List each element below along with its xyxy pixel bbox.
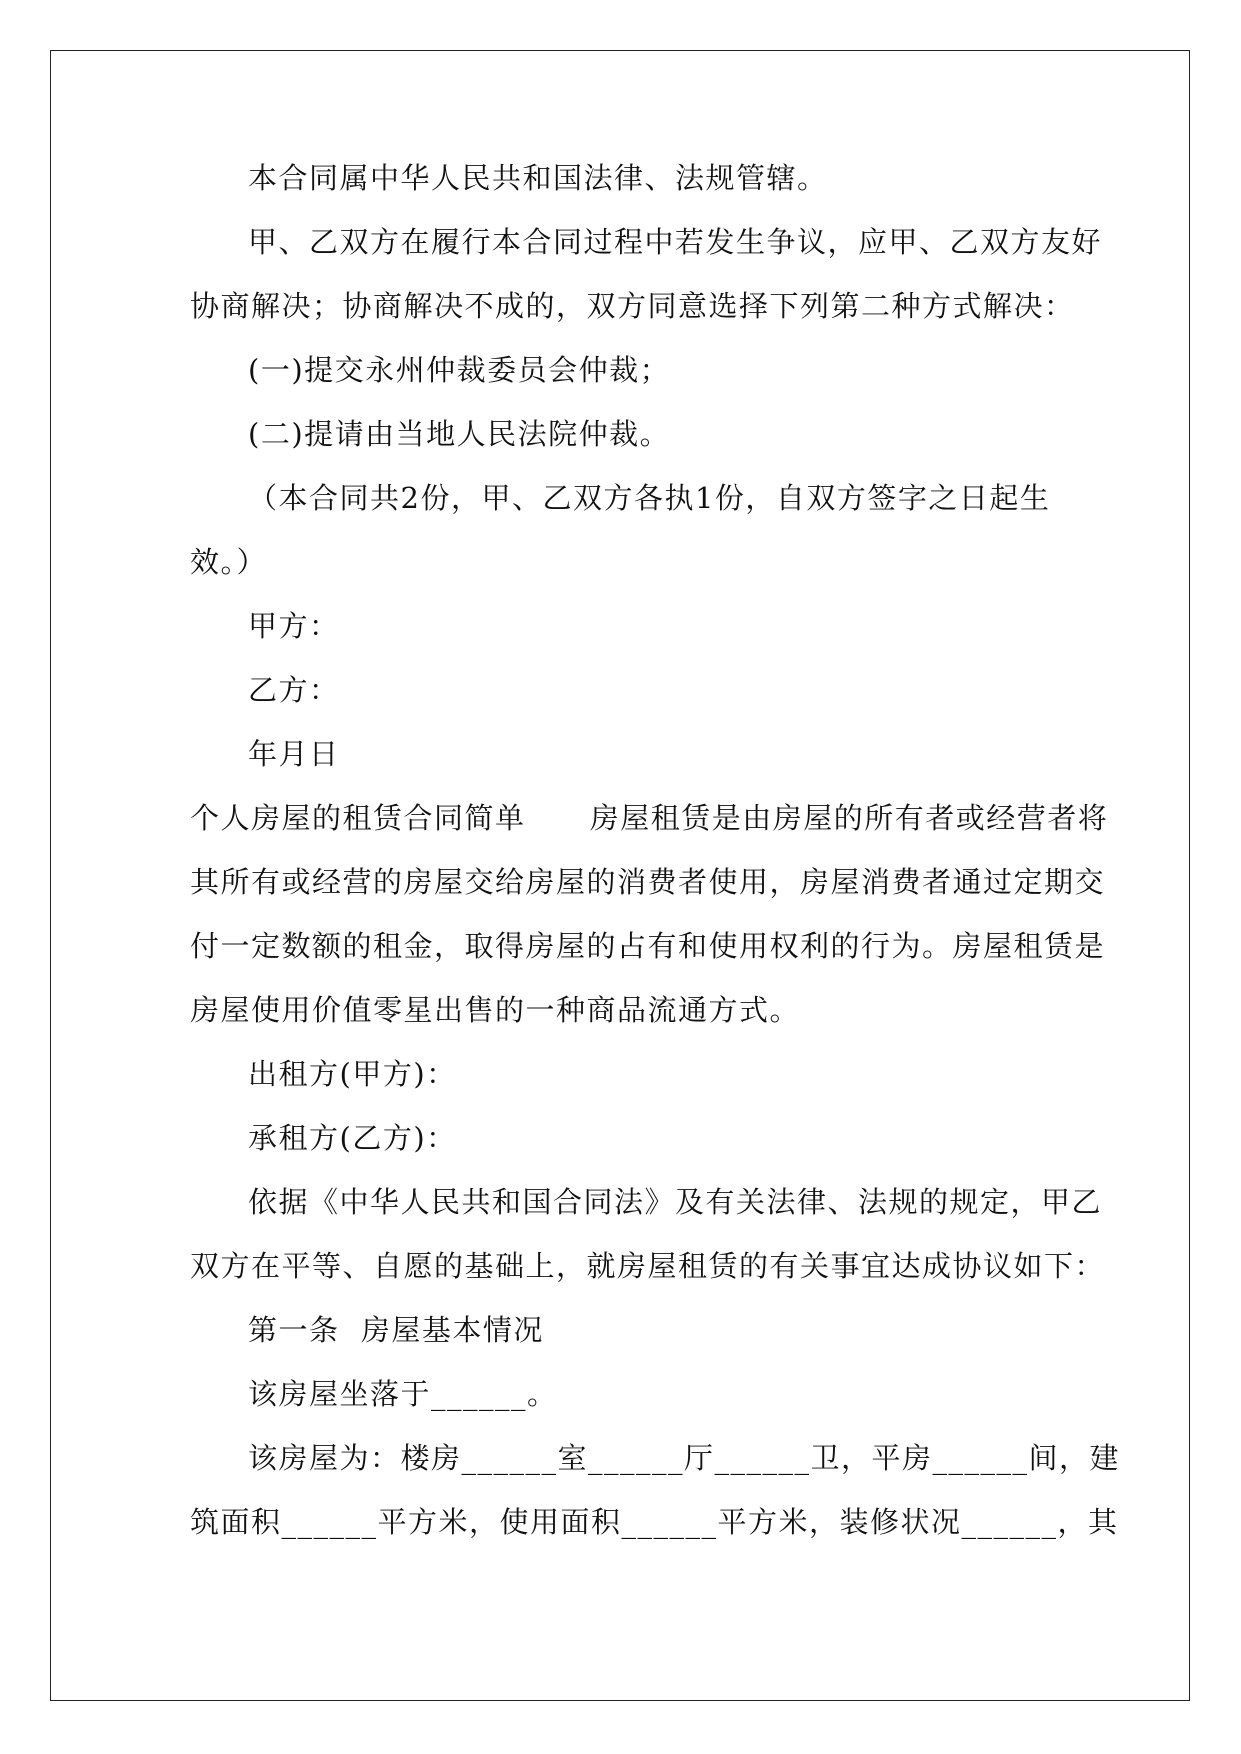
copies-note-line2: 效。） [190, 545, 268, 579]
legal-basis-line1: 依据《中华人民共和国合同法》及有关法律、法规的规定，甲乙 [248, 1185, 1103, 1219]
date-label: 年月日 [248, 737, 340, 771]
intro-line2: 其所有或经营的房屋交给房屋的消费者使用，房屋消费者通过定期交 [190, 865, 1106, 899]
dispute-option-one: (一)提交永州仲裁委员会仲裁； [248, 353, 671, 387]
house-location-field: 该房屋坐落于______。 [248, 1377, 558, 1411]
dispute-option-two: (二)提请由当地人民法院仲裁。 [248, 417, 671, 451]
house-layout-line2: 筑面积______平方米，使用面积______平方米，装修状况______，其 [190, 1505, 1119, 1539]
legal-basis-line2: 双方在平等、自愿的基础上，就房屋租赁的有关事宜达成协议如下： [190, 1249, 1106, 1283]
party-a-signature-label: 甲方： [248, 609, 340, 643]
lessee-label: 承租方(乙方)： [248, 1121, 457, 1155]
paragraph-dispute-line1: 甲、乙双方在履行本合同过程中若发生争议，应甲、乙双方友好 [248, 225, 1103, 259]
copies-note-line1: （本合同共2份，甲、乙双方各执1份，自双方签字之日起生 [248, 481, 1051, 515]
paragraph-dispute-line2: 协商解决；协商解决不成的，双方同意选择下列第二种方式解决： [190, 289, 1075, 323]
intro-line3: 付一定数额的租金，取得房屋的占有和使用权利的行为。房屋租赁是 [190, 929, 1106, 963]
house-layout-line1: 该房屋为：楼房______室______厅______卫，平房______间，建 [248, 1441, 1121, 1475]
section-title-and-intro-line1: 个人房屋的租赁合同简单 房屋租赁是由房屋的所有者或经营者将 [190, 801, 1109, 835]
article-one-heading: 第一条 房屋基本情况 [248, 1313, 544, 1347]
lessor-label: 出租方(甲方)： [248, 1057, 457, 1091]
party-b-signature-label: 乙方： [248, 673, 340, 707]
paragraph-jurisdiction: 本合同属中华人民共和国法律、法规管辖。 [248, 161, 828, 195]
intro-line4: 房屋使用价值零星出售的一种商品流通方式。 [190, 993, 801, 1027]
